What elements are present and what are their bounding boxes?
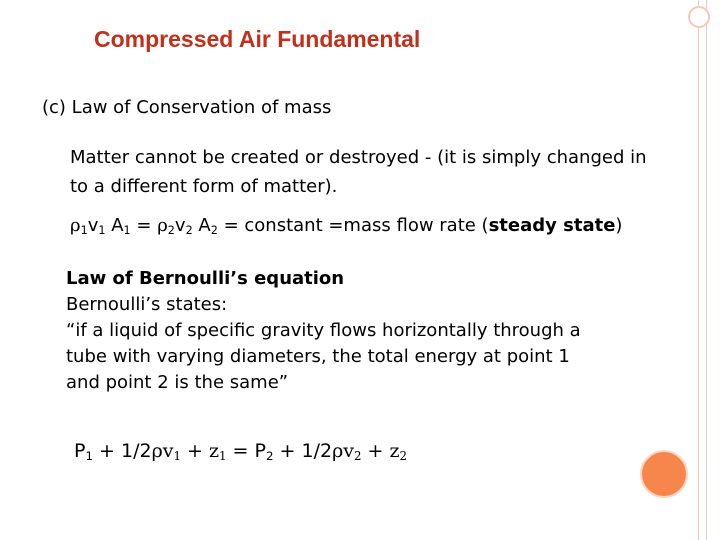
- bernoulli-heading: Law of Bernoulli’s equation: [66, 268, 345, 289]
- bernoulli-quote-line: and point 2 is the same”: [66, 372, 289, 393]
- steady-state-label: steady state: [488, 215, 616, 236]
- right-border-line: [706, 0, 707, 540]
- rho-symbol: ρ: [70, 215, 81, 236]
- bernoulli-quote-line: tube with varying diameters, the total energy at point 1: [66, 346, 570, 367]
- decorative-orange-circle-icon: [640, 450, 688, 498]
- paragraph-line: Matter cannot be created or destroyed - (it is simply changed in: [70, 147, 647, 168]
- mass-conservation-equation: $\rho_1v_1$ $A_1 = \rho_2v_2$ $A_2$ = constant =mass flow rate (steady state): [70, 215, 623, 237]
- rho-symbol: ρ: [157, 215, 168, 236]
- section-heading: (c) Law of Conservation of mass: [42, 97, 332, 118]
- bernoulli-quote-line: “if a liquid of specific gravity flows horizontally through a: [66, 320, 581, 341]
- bernoulli-equation: $P_1 + 1/2\rho v_1 + z_1 = P_2 + 1/2\rho v_2 + z_2$: [74, 440, 408, 463]
- bernoulli-block: [66, 266, 581, 396]
- bernoulli-states: Bernoulli’s states:: [66, 294, 228, 315]
- slide-title: Compressed Air Fundamental: [94, 26, 421, 52]
- conservation-paragraph: [70, 143, 647, 201]
- decorative-ring-icon: [688, 6, 710, 28]
- right-border-line: [698, 0, 699, 540]
- paragraph-line: to a different form of matter).: [70, 176, 338, 197]
